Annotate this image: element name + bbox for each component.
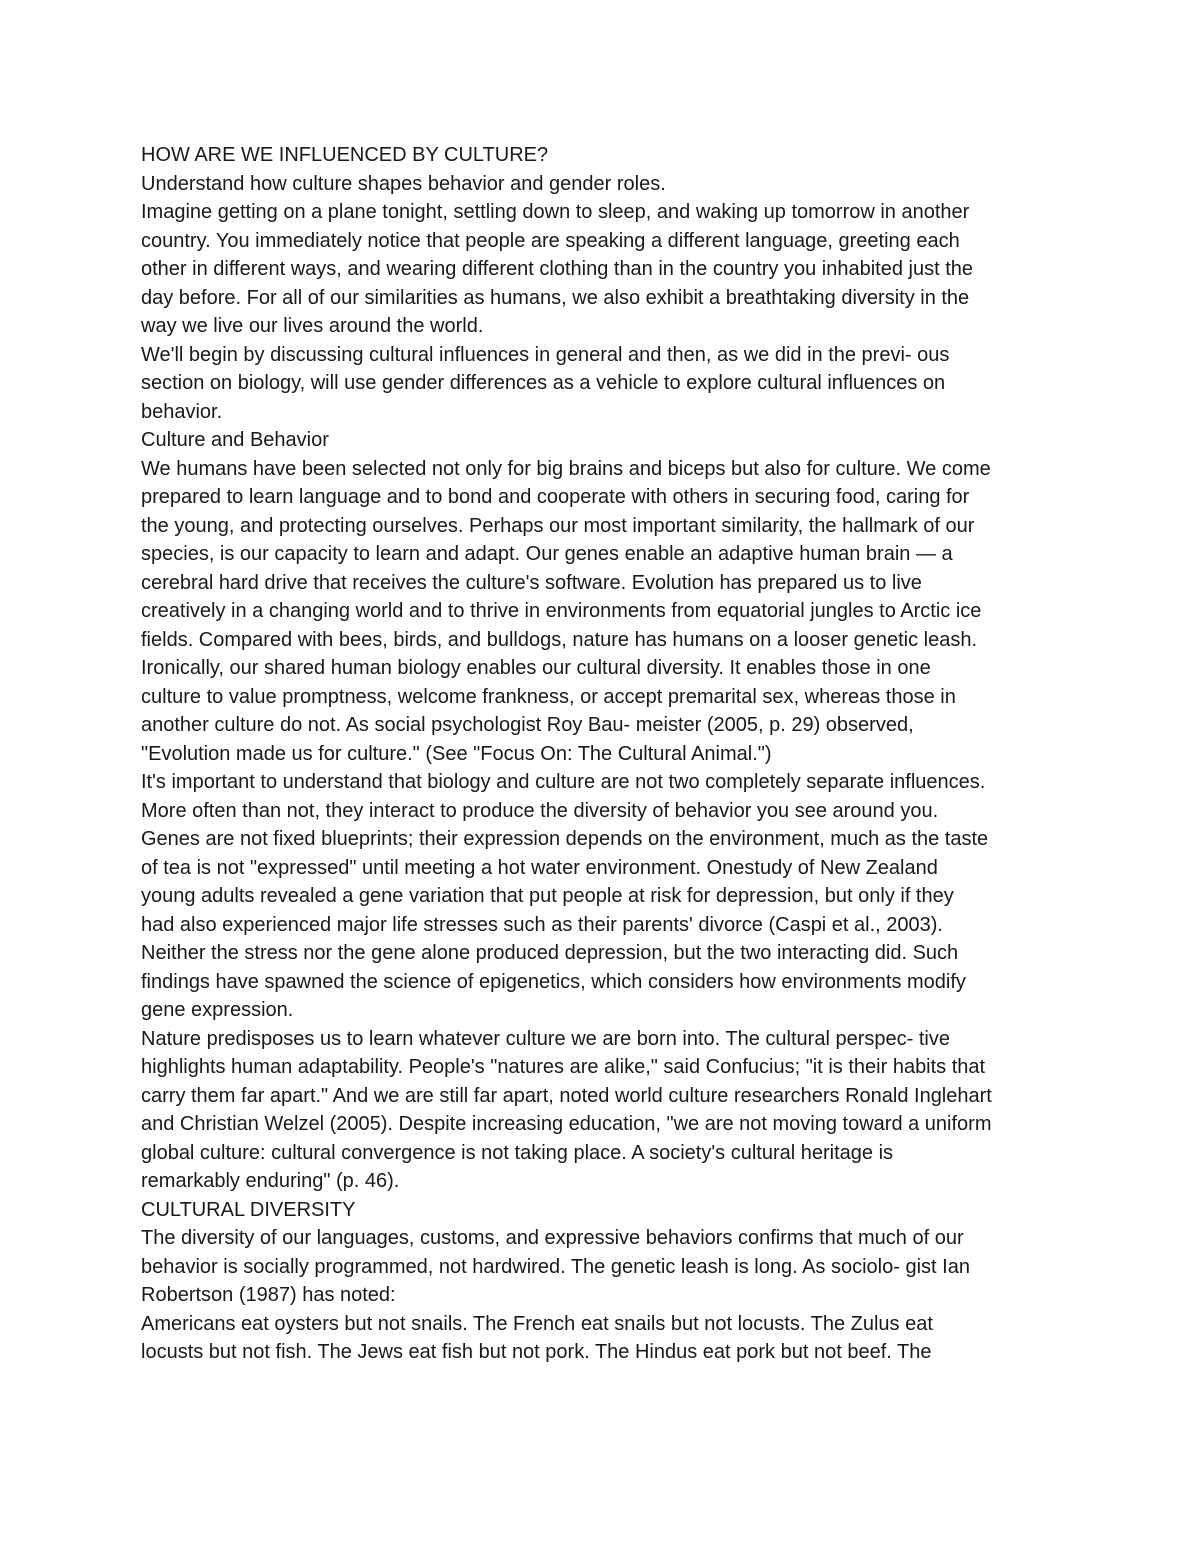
section-heading-cultural-diversity: CULTURAL DIVERSITY bbox=[141, 1198, 356, 1221]
document-title: HOW ARE WE INFLUENCED BY CULTURE? bbox=[141, 144, 549, 166]
document-body bbox=[141, 141, 1071, 1367]
paragraph-diversity: The diversity of our languages, customs, and expressive behaviors confirms that much of our behavior is socially programmed, not hardwired. The genetic leash is long. As sociolo- gist Ian Robertson (1987) has noted: bbox=[141, 1227, 970, 1306]
paragraph-nature: Nature predisposes us to learn whatever culture we are born into. The cultural perspec- tive highlights human adaptability. People's "natures are alike," said Confucius; "it is their habits that carry them far apart." And we are still far apart, noted world culture researchers Ronald Inglehart and Christian Welzel (2005). Despite increasing education, "we are not moving toward a uniform global culture: cultural convergence is not taking place. A society's cultural heritage is remarkably enduring" (p. 46). bbox=[141, 1027, 992, 1192]
section-heading-culture-and-behavior: Culture and Behavior bbox=[141, 429, 329, 451]
document-subtitle: Understand how culture shapes behavior and gender roles. bbox=[141, 172, 666, 195]
paragraph-overview: We'll begin by discussing cultural influences in general and then, as we did in the previ- ous section on biology, will use gender differences as a vehicle to explore cultural influences on behavior. bbox=[141, 343, 950, 423]
paragraph-biology-culture: It's important to understand that biology and culture are not two completely separate influences. More often than not, they interact to produce the diversity of behavior you see around you. Genes are not fixed blueprints; their expression depends on the environment, much as the taste of tea is not "expressed" until meeting a hot water environment. Onestudy of New Zealand young adults revealed a gene variation that put people at risk for depression, but only if they had also experienced major life stresses such as their parents' divorce (Caspi et al., 2003). Neither the stress nor the gene alone produced depression, but the two interacting did. Such findings have spawned the science of epigenetics, which considers how environments modify gene expression. bbox=[141, 771, 989, 1021]
paragraph-culture: We humans have been selected not only for big brains and biceps but also for culture. We come prepared to learn language and to bond and cooperate with others in securing food, caring for the young, and protecting ourselves. Perhaps our most important similarity, the hallmark of our species, is our capacity to learn and adapt. Our genes enable an adaptive human brain — a cerebral hard drive that receives the culture's software. Evolution has prepared us to live creatively in a changing world and to thrive in environments from equatorial jungles to Arctic ice fields. Compared with bees, birds, and bulldogs, nature has humans on a looser genetic leash. Ironically, our shared human biology enables our cultural diversity. It enables those in one culture to value promptness, welcome frankness, or accept premarital sex, whereas those in another culture do not. As social psychologist Roy Bau- meister (2005, p. 29) observed, "Evolution made us for culture." (See "Focus On: The Cultural Animal.") bbox=[141, 457, 991, 765]
paragraph-quote: Americans eat oysters but not snails. The French eat snails but not locusts. The Zulus eat locusts but not fish. The Jews eat fish but not pork. The Hindus eat pork but not beef. The bbox=[141, 1312, 933, 1363]
paragraph-intro: Imagine getting on a plane tonight, settling down to sleep, and waking up tomorrow in another country. You immediately notice that people are speaking a different language, greeting each other in different ways, and wearing different clothing than in the country you inhabited just the day before. For all of our similarities as humans, we also exhibit a breathtaking diversity in the way we live our lives around the world. bbox=[141, 201, 974, 337]
